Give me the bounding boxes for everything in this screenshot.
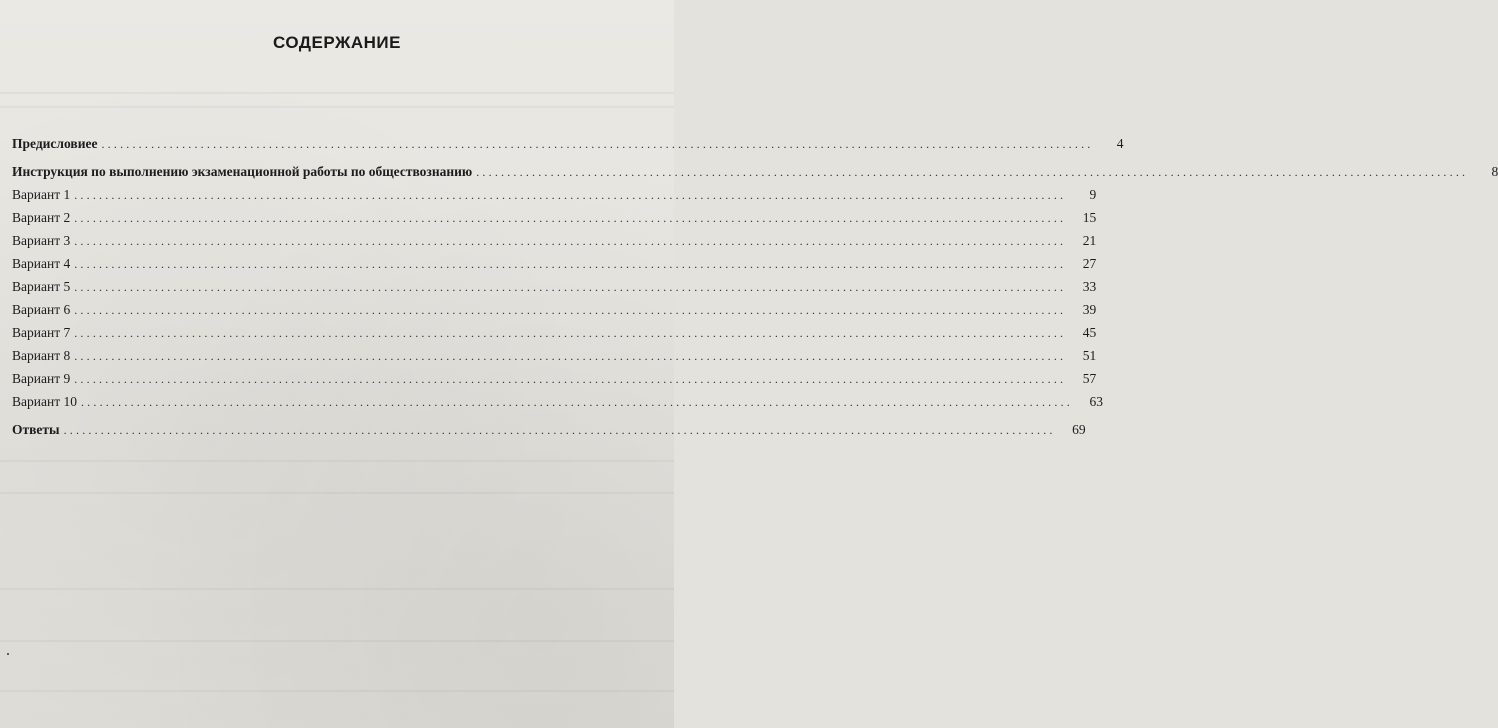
table-of-contents — [12, 0, 1498, 728]
toc-entry-variant-4[interactable] — [12, 252, 1097, 272]
toc-entry-page: 57 — [1082, 371, 1097, 386]
dot-leader: ................................................................................................................................................................ — [101, 137, 1094, 151]
dot-leader: ................................................................................................................................................................ — [74, 280, 1067, 294]
toc-entry-label: Вариант 2 — [12, 210, 71, 225]
toc-entry-page: 63 — [1089, 394, 1103, 409]
dot-leader: ................................................................................................................................................................ — [74, 326, 1067, 340]
toc-entry-instructions[interactable] — [12, 160, 1498, 180]
toc-entry-variant-10[interactable] — [12, 390, 1103, 410]
toc-entry-variant-6[interactable] — [12, 298, 1097, 318]
dot-leader: ................................................................................................................................................................ — [74, 372, 1067, 386]
toc-entry-label: Вариант 1 — [12, 187, 71, 202]
toc-entry-page: 39 — [1082, 302, 1097, 317]
toc-entry-answers[interactable] — [12, 418, 1086, 438]
dot-leader: ................................................................................................................................................................ — [74, 188, 1067, 202]
dot-leader: ................................................................................................................................................................ — [74, 257, 1067, 271]
toc-entry-variant-9[interactable] — [12, 367, 1097, 387]
dot-leader: ................................................................................................................................................................ — [74, 211, 1067, 225]
toc-entry-variant-7[interactable] — [12, 321, 1097, 341]
toc-entry-page: 21 — [1082, 233, 1097, 248]
toc-entry-page: 8 — [1491, 164, 1498, 179]
toc-entry-label: Ответы — [12, 422, 60, 437]
toc-entry-label: Вариант 10 — [12, 394, 77, 409]
toc-entry-preface[interactable] — [12, 132, 1124, 152]
toc-entry-label: Предисловиее — [12, 136, 98, 151]
page-title: СОДЕРЖАНИЕ — [273, 33, 401, 52]
dot-leader: ................................................................................................................................................................ — [74, 303, 1067, 317]
ink-speck — [7, 653, 9, 655]
dot-leader: ................................................................................................................................................................ — [63, 423, 1056, 437]
dot-leader: ................................................................................................................................................................ — [80, 395, 1073, 409]
dot-leader: ................................................................................................................................................................ — [74, 234, 1067, 248]
toc-entry-page: 27 — [1082, 256, 1097, 271]
dot-leader: ................................................................................................................................................................ — [74, 349, 1067, 363]
toc-entry-page: 45 — [1082, 325, 1097, 340]
toc-entry-variant-1[interactable] — [12, 183, 1097, 203]
toc-entry-variant-5[interactable] — [12, 275, 1097, 295]
toc-entry-label: Вариант 5 — [12, 279, 71, 294]
toc-entry-page: 33 — [1082, 279, 1097, 294]
toc-entry-label: Вариант 7 — [12, 325, 71, 340]
toc-entry-label: Инструкция по выполнению экзаменационной работы по обществознанию — [12, 164, 473, 179]
dot-leader: ................................................................................................................................................................ — [476, 165, 1469, 179]
toc-entry-variant-8[interactable] — [12, 344, 1097, 364]
toc-entry-page: 9 — [1089, 187, 1097, 202]
toc-entry-page: 51 — [1082, 348, 1097, 363]
toc-entry-label: Вариант 3 — [12, 233, 71, 248]
toc-entry-label: Вариант 9 — [12, 371, 71, 386]
toc-entry-label: Вариант 8 — [12, 348, 71, 363]
toc-entry-page: 69 — [1072, 422, 1086, 437]
toc-entry-label: Вариант 4 — [12, 256, 71, 271]
toc-entry-variant-2[interactable] — [12, 206, 1097, 226]
toc-entry-page: 4 — [1116, 136, 1124, 151]
toc-entry-label: Вариант 6 — [12, 302, 71, 317]
toc-entry-variant-3[interactable] — [12, 229, 1097, 249]
toc-entry-page: 15 — [1082, 210, 1097, 225]
